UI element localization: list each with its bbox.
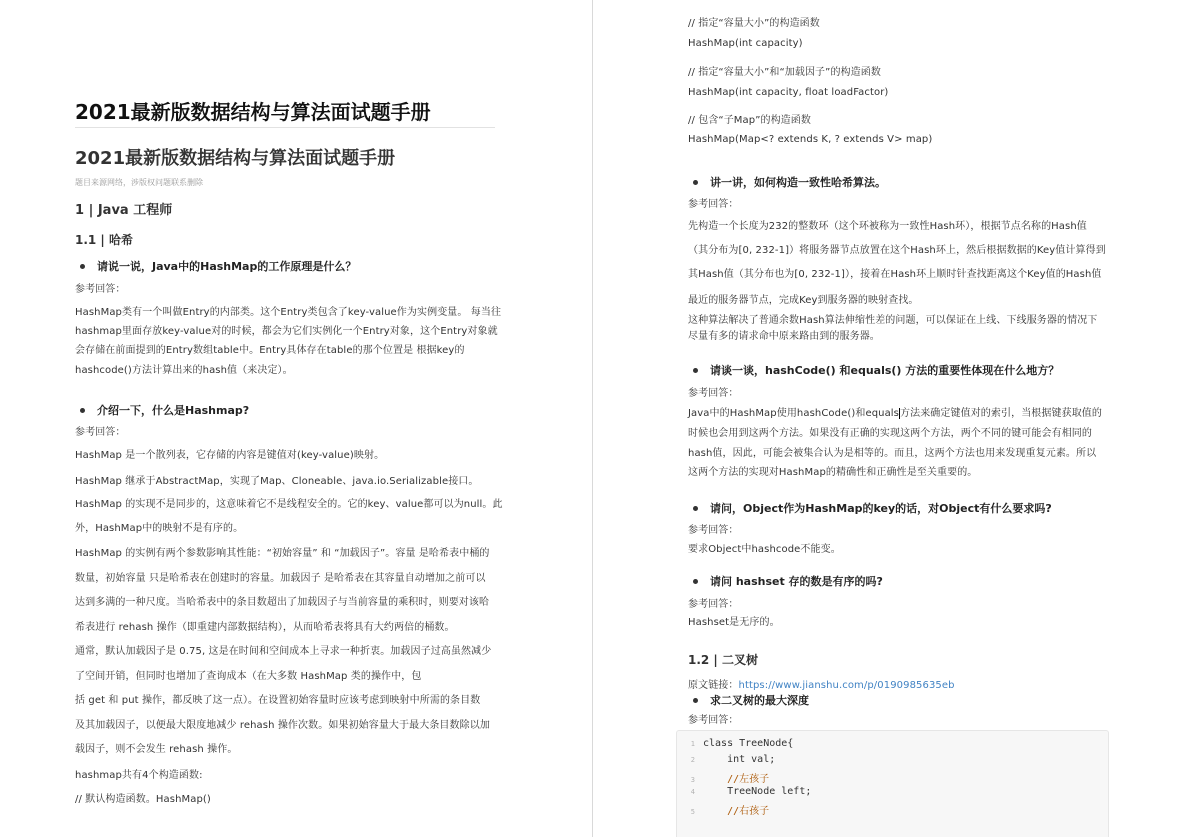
answer-label: 参考回答： bbox=[688, 199, 739, 210]
answer-4-line: 时候也会用到这两个方法。如果没有正确的实现这两个方法，两个不同的键可能会有相同的 bbox=[688, 428, 1092, 439]
answer-label: 参考回答： bbox=[75, 284, 126, 295]
answer-4-line-end: 方法来确定键值对的索引，当根据键获取值的 bbox=[900, 408, 1102, 419]
answer-2-line: 及其加载因子，以便最大限度地减少 rehash 操作次数。如果初始容量大于最大条目数除以加 bbox=[75, 720, 490, 731]
answer-2-line: HashMap 是一个散列表，它存储的内容是键值对(key-value)映射。 bbox=[75, 450, 385, 461]
answer-5-text: 要求Object中hashcode不能变。 bbox=[688, 544, 841, 555]
line-number: 1 bbox=[690, 740, 695, 748]
question-4-text: 请谈一谈，hashCode() 和equals() 方法的重要性体现在什么地方？ bbox=[710, 364, 1060, 377]
constructor-line: HashMap(int capacity) bbox=[688, 38, 803, 49]
question-2 bbox=[80, 402, 249, 418]
question-3 bbox=[693, 174, 886, 190]
answer-3-line: 其Hash值（其分布也为[0, 232-1]），接着在Hash环上顺时针查找距离这个Key值的Hash值 bbox=[688, 269, 1102, 280]
line-number: 5 bbox=[690, 808, 695, 816]
code-comment: //右孩子 bbox=[703, 806, 770, 817]
code-line bbox=[677, 770, 769, 785]
title-divider bbox=[75, 127, 495, 128]
answer-2-line: 达到多满的一种尺度。当哈希表中的条目数超出了加载因子与当前容量的乘积时，则要对该哈 bbox=[75, 597, 490, 608]
question-5-text: 请问，Object作为HashMap的key的话，对Object有什么要求吗? bbox=[710, 502, 1052, 515]
answer-label: 参考回答： bbox=[688, 599, 739, 610]
question-1 bbox=[80, 258, 356, 274]
page-title: 2021最新版数据结构与算法面试题手册 bbox=[75, 148, 396, 169]
code-block[interactable] bbox=[676, 730, 1109, 837]
page-divider bbox=[592, 0, 593, 837]
source-link-label: 原文链接： bbox=[688, 680, 739, 691]
answer-3-line: （其分布为[0, 232-1]）将服务器节点放置在这个Hash环上，然后根据数据的Key值计算得到 bbox=[688, 245, 1106, 256]
answer-2-line: 希表进行 rehash 操作（即重建内部数据结构），从而哈希表将具有大约两倍的桶数。 bbox=[75, 622, 455, 633]
answer-4-line: 这两个方法的实现对HashMap的精确性和正确性是至关重要的。 bbox=[688, 467, 978, 478]
source-link-row bbox=[688, 676, 955, 691]
answer-label: 参考回答： bbox=[688, 525, 739, 536]
constructor-line: HashMap(int capacity, float loadFactor) bbox=[688, 87, 889, 98]
section-heading-1-2: 1.2 | 二叉树 bbox=[688, 653, 758, 667]
bullet-icon bbox=[693, 368, 698, 373]
answer-4-line: hash值，因此，可能会被集合认为是相等的。而且，这两个方法也用来发现重复元素。所以 bbox=[688, 448, 1097, 459]
bullet-icon bbox=[693, 180, 698, 185]
line-number: 4 bbox=[690, 788, 695, 796]
answer-2-line: hashmap共有4个构造函数: bbox=[75, 770, 203, 781]
answer-1-line: hashcode()方法计算出来的hash值（来决定）。 bbox=[75, 365, 293, 376]
bullet-icon bbox=[80, 264, 85, 269]
answer-2-line: 了空间开销，但同时也增加了查询成本（在大多数 HashMap 类的操作中，包 bbox=[75, 671, 422, 682]
code-text: TreeNode left; bbox=[703, 786, 812, 797]
answer-4-line-start: Java中的HashMap使用hashCode()和equals bbox=[688, 408, 899, 419]
question-4 bbox=[693, 362, 1059, 378]
line-number: 2 bbox=[690, 756, 695, 764]
question-7-text: 求二叉树的最大深度 bbox=[710, 694, 809, 707]
answer-2-line: 括 get 和 put 操作，都反映了这一点）。在设置初始容量时应该考虑到映射中所需的条目数 bbox=[75, 695, 481, 706]
code-line bbox=[677, 754, 775, 765]
source-note: 题目来源网络，涉版权问题联系删除 bbox=[75, 178, 203, 187]
constructor-line: // 指定“容量大小”和“加载因子”的构造函数 bbox=[688, 67, 881, 78]
answer-label: 参考回答： bbox=[688, 715, 739, 726]
answer-2-line: 载因子，则不会发生 rehash 操作。 bbox=[75, 744, 238, 755]
constructor-line: HashMap(Map<? extends K, ? extends V> map) bbox=[688, 134, 933, 145]
answer-3-line: 这种算法解决了普通余数Hash算法伸缩性差的问题，可以保证在上线、下线服务器的情况下 bbox=[688, 315, 1098, 326]
answer-4-line bbox=[688, 404, 1102, 419]
code-text: int val; bbox=[703, 754, 776, 765]
code-comment: //左孩子 bbox=[703, 774, 770, 785]
question-3-text: 讲一讲，如何构造一致性哈希算法。 bbox=[710, 176, 886, 189]
section-heading-1: 1 | Java 工程师 bbox=[75, 203, 173, 218]
bullet-icon bbox=[693, 506, 698, 511]
question-5 bbox=[693, 500, 1052, 516]
question-6 bbox=[693, 573, 883, 589]
answer-2-line: HashMap 的实例有两个参数影响其性能：“初始容量” 和 “加载因子”。容量 是哈希表中桶的 bbox=[75, 548, 490, 559]
answer-2-line: 通常，默认加载因子是 0.75, 这是在时间和空间成本上寻求一种折衷。加载因子过高虽然减少 bbox=[75, 646, 492, 657]
answer-2-line: HashMap 继承于AbstractMap，实现了Map、Cloneable、java.io.Serializable接口。 bbox=[75, 476, 479, 487]
answer-3-line: 最近的服务器节点，完成Key到服务器的映射查找。 bbox=[688, 295, 919, 306]
code-line bbox=[677, 738, 793, 749]
constructor-line: // 包含“子Map”的构造函数 bbox=[688, 115, 811, 126]
bullet-icon bbox=[80, 408, 85, 413]
left-page bbox=[0, 0, 592, 837]
code-text: class TreeNode{ bbox=[703, 738, 794, 749]
code-line bbox=[677, 786, 811, 797]
answer-1-line: hashmap里面存放key-value对的时候，都会为它们实例化一个Entry对象，这个Entry对象就 bbox=[75, 326, 498, 337]
line-number: 3 bbox=[690, 776, 695, 784]
answer-3-line: 先构造一个长度为232的整数环（这个环被称为一致性Hash环），根据节点名称的Hash值 bbox=[688, 221, 1087, 232]
answer-2-line: HashMap 的实现不是同步的，这意味着它不是线程安全的。它的key、value都可以为null。此 bbox=[75, 499, 503, 510]
constructor-line: // 指定“容量大小”的构造函数 bbox=[688, 18, 820, 29]
answer-1-line: HashMap类有一个叫做Entry的内部类。这个Entry类包含了key-value作为实例变量。 每当往 bbox=[75, 307, 502, 318]
answer-6-text: Hashset是无序的。 bbox=[688, 617, 780, 628]
answer-2-line: 数量，初始容量 只是哈希表在创建时的容量。加载因子 是哈希表在其容量自动增加之前可以 bbox=[75, 573, 486, 584]
code-line bbox=[677, 802, 769, 817]
bullet-icon bbox=[693, 579, 698, 584]
answer-2-line: // 默认构造函数。HashMap() bbox=[75, 794, 211, 805]
section-heading-1-1: 1.1 | 哈希 bbox=[75, 233, 133, 247]
question-7 bbox=[693, 692, 809, 708]
question-1-text: 请说一说，Java中的HashMap的工作原理是什么？ bbox=[97, 260, 357, 273]
answer-3-line: 尽量有多的请求命中原来路由到的服务器。 bbox=[688, 331, 880, 342]
answer-2-line: 外，HashMap中的映射不是有序的。 bbox=[75, 523, 244, 534]
answer-label: 参考回答： bbox=[75, 427, 126, 438]
answer-label: 参考回答： bbox=[688, 388, 739, 399]
document-title: 2021最新版数据结构与算法面试题手册 bbox=[75, 100, 431, 124]
answer-1-line: 会存储在前面提到的Entry数组table中。Entry具体存在table的那个位置是 根据key的 bbox=[75, 345, 465, 356]
question-2-text: 介绍一下，什么是Hashmap? bbox=[97, 404, 250, 417]
question-6-text: 请问 hashset 存的数是有序的吗? bbox=[710, 575, 883, 588]
source-link[interactable]: https://www.jianshu.com/p/0190985635eb bbox=[738, 680, 955, 691]
bullet-icon bbox=[693, 698, 698, 703]
